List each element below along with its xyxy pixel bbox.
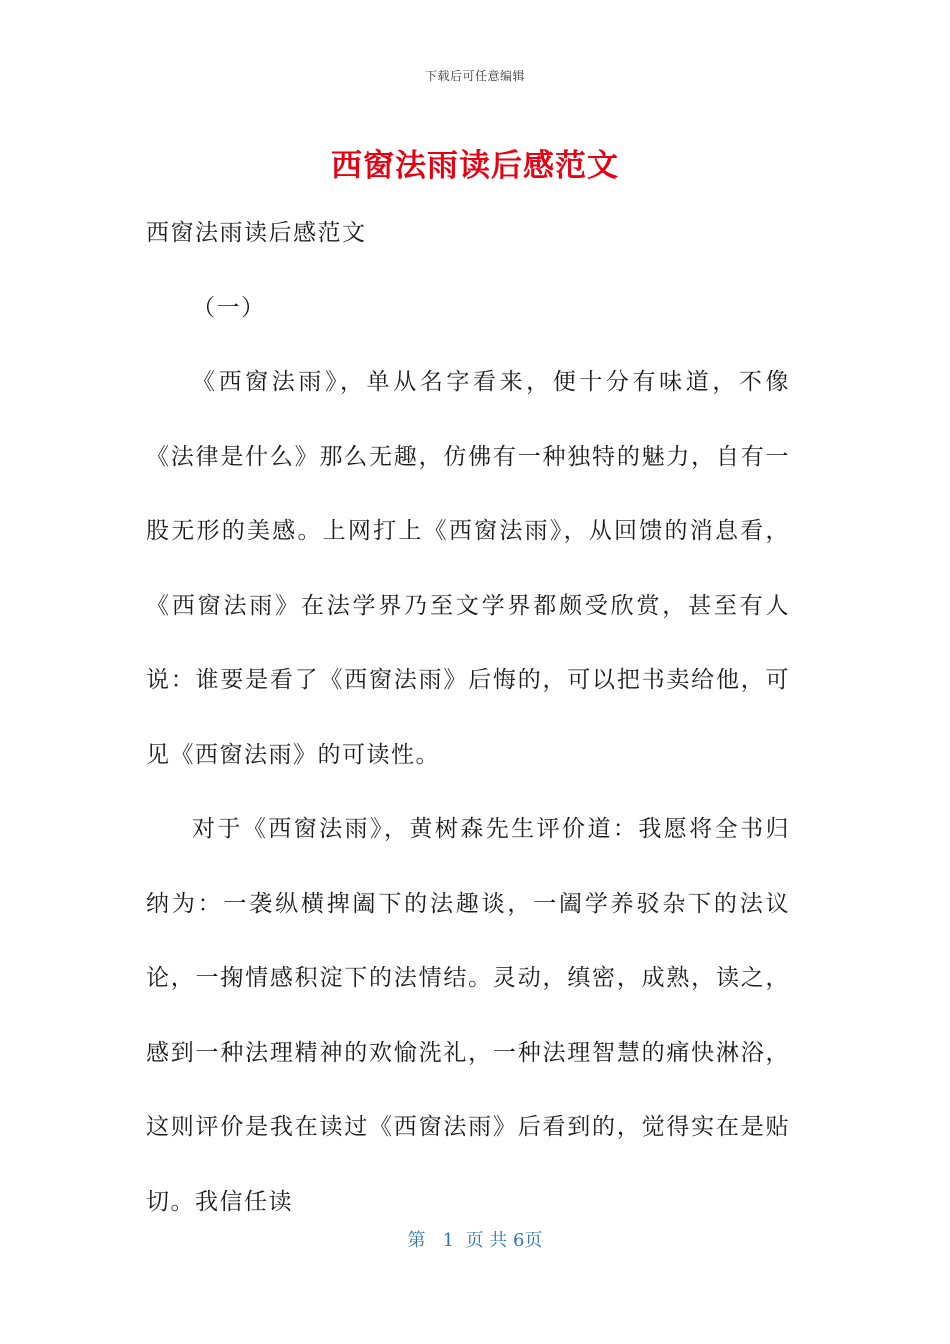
- footer-total-pages: 6: [513, 1230, 525, 1251]
- footer-middle: 页 共: [465, 1230, 508, 1251]
- paragraph-1: 《西窗法雨》，单从名字看来，便十分有味道，不像《法律是什么》那么无趣，仿佛有一种独特的魅力，自有一股无形的美感。上网打上《西窗法雨》，从回馈的消息看，《西窗法雨》在法学界乃至文学界都颇受欣赏，甚至有人说：谁要是看了《西窗法雨》后悔的，可以把书卖给他，可见《西窗法雨》的可读性。: [146, 369, 790, 768]
- footer-prefix: 第: [407, 1230, 426, 1251]
- header-note: 下载后可任意编辑: [424, 69, 525, 83]
- paragraph-2: 对于《西窗法雨》，黄树森先生评价道：我愿将全书归纳为：一袭纵横捭阖下的法趣谈，一阖学养驳杂下的法议论，一掬情感积淀下的法情结。灵动，缜密，成熟，读之，感到一种法理精神的欢愉洗礼，一种法理智慧的痛快淋浴，这则评价是我在读过《西窗法雨》后看到的，觉得实在是贴切。我信任读: [146, 816, 790, 1215]
- section-marker: （一）: [192, 294, 266, 321]
- footer-current-page: 1: [442, 1230, 455, 1251]
- footer-suffix: 页: [524, 1230, 543, 1251]
- document-subtitle: 西窗法雨读后感范文: [146, 220, 367, 246]
- document-body: [146, 196, 790, 1239]
- page-footer: [0, 1226, 950, 1252]
- document-title: 西窗法雨读后感范文: [331, 148, 619, 184]
